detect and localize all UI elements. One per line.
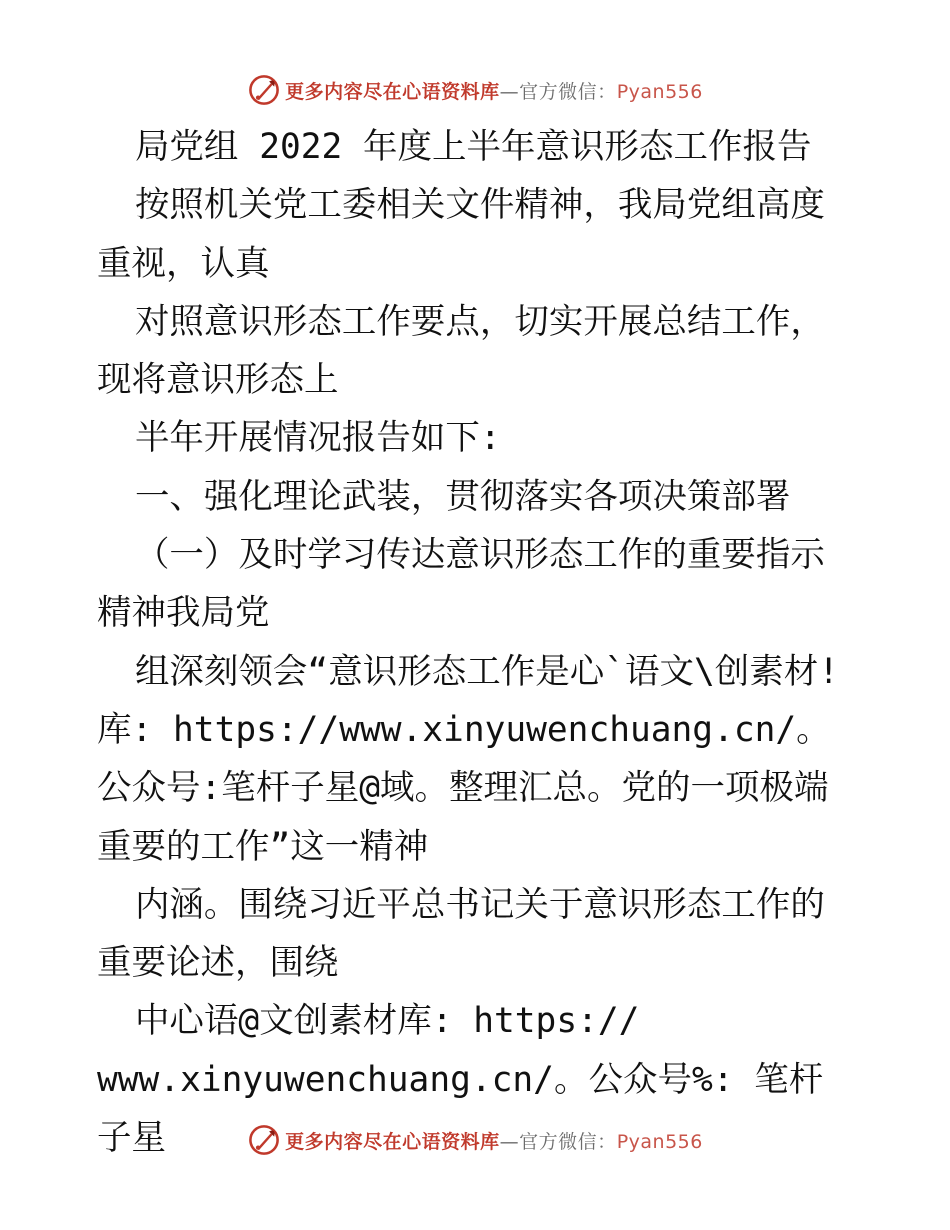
header-separator: — bbox=[499, 80, 520, 103]
document-title: 局党组 2022 年度上半年意识形态工作报告 bbox=[134, 127, 812, 167]
header-promo-text: 更多内容尽在心语资料库 bbox=[285, 80, 500, 103]
quill-pen-logo-icon bbox=[247, 1123, 281, 1157]
paragraph: 中心语@文创素材库: https:// bbox=[134, 1001, 640, 1042]
header-wechat-label: 官方微信： bbox=[519, 80, 617, 103]
footer-wechat-id: Pyan556 bbox=[616, 1130, 703, 1153]
paragraph: www.xinyuwenchuang.cn/。公众号%: 笔杆子星 bbox=[97, 1059, 824, 1159]
paragraph: 半年开展情况报告如下: bbox=[134, 418, 501, 459]
footer-watermark-banner bbox=[0, 1120, 950, 1160]
footer-banner-text bbox=[285, 1127, 703, 1154]
header-watermark-banner bbox=[0, 70, 950, 110]
paragraph: 内涵。围绕习近平总书记关于意识形态工作的重要论述，围绕 bbox=[97, 884, 825, 984]
subsection-heading: （一）及时学习传达意识形态工作的重要指示精神我局党 bbox=[97, 535, 825, 634]
quill-pen-logo-icon bbox=[247, 73, 281, 107]
paragraph: 组深刻领会“意识形态工作是心`语文\创素材!库: https://www.xinyuwenchuang.cn/。公众号:笔杆子星@域。整理汇总。党的一项极端重要的工作”这一精神 bbox=[97, 651, 840, 867]
header-banner-text bbox=[285, 77, 703, 104]
footer-promo-text: 更多内容尽在心语资料库 bbox=[285, 1130, 500, 1153]
document-body bbox=[97, 118, 857, 1167]
footer-wechat-label: 官方微信： bbox=[519, 1130, 617, 1153]
footer-separator: — bbox=[499, 1130, 520, 1153]
section-heading: 一、强化理论武装，贯彻落实各项决策部署 bbox=[134, 476, 791, 517]
paragraph: 按照机关党工委相关文件精神，我局党组高度重视，认真 bbox=[97, 185, 825, 284]
paragraph: 对照意识形态工作要点，切实开展总结工作，现将意识形态上 bbox=[97, 301, 825, 401]
header-wechat-id: Pyan556 bbox=[616, 80, 703, 103]
